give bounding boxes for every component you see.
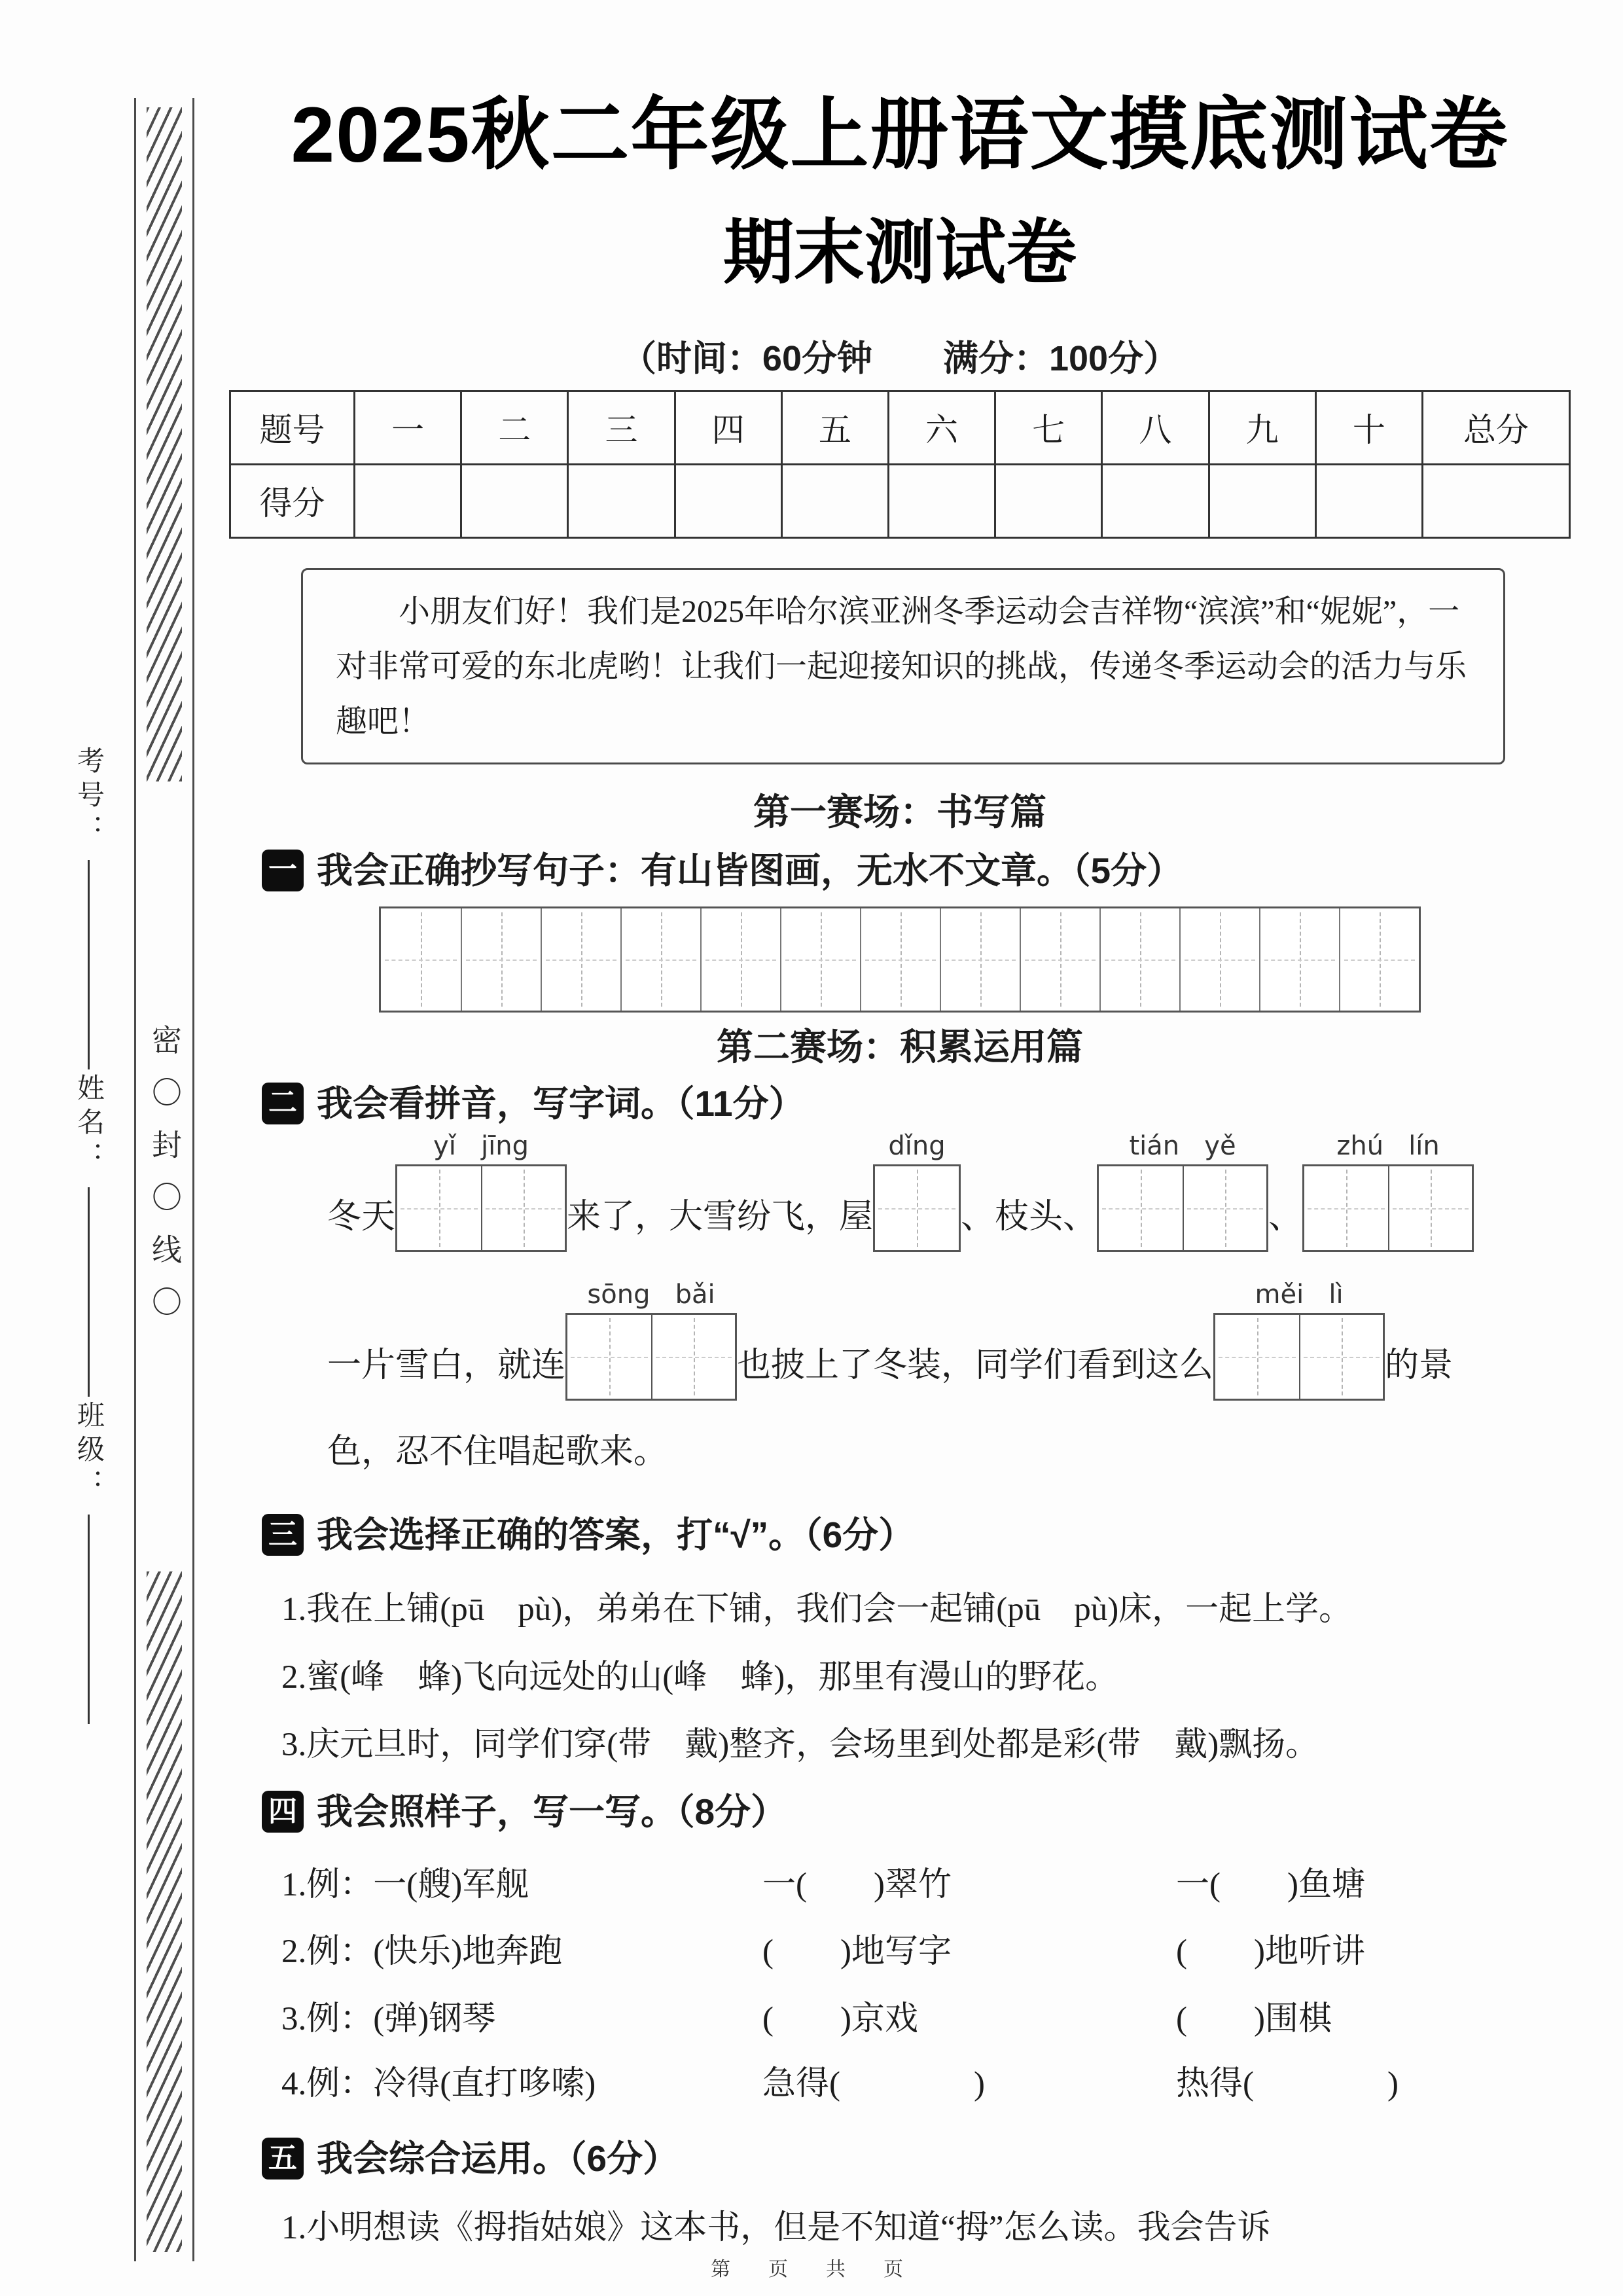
score-col-header: 二 (461, 391, 568, 464)
writing-cell (461, 908, 541, 1011)
write-box (565, 1313, 737, 1401)
writing-cell (381, 908, 461, 1011)
exam-number-field (63, 746, 114, 1069)
question-3-item-1: 1.我在上铺(pū pù)，弟弟在下铺，我们会一起铺(pū pù)床，一起上学。 (281, 1591, 1353, 1628)
seal-hatch-bottom (147, 1571, 182, 2252)
question-3-number-badge: 三 (262, 1514, 304, 1556)
score-cell (1102, 464, 1209, 537)
exam-meta: （时间：60分钟 满分：100分） (620, 338, 1179, 378)
score-cell (1423, 464, 1570, 537)
pinyin-label: zhú lín (1336, 1130, 1440, 1161)
line-text: 来了，大雪纷飞，屋 (567, 1198, 874, 1236)
question-5-number-badge: 五 (262, 2138, 304, 2179)
example-text: 4.例：冷得(直打哆嗦) (281, 2065, 596, 2102)
write-cell (875, 1166, 959, 1250)
writing-cell (700, 908, 780, 1011)
question-4-number-badge: 四 (262, 1791, 304, 1833)
write-cell (1299, 1315, 1383, 1399)
question-4-title-text: 我会照样子，写一写。（8分） (317, 1791, 787, 1833)
writing-cell (1179, 908, 1259, 1011)
line-text: 、枝头、 (961, 1198, 1097, 1236)
question-1-title (229, 849, 1571, 892)
question-4-title (229, 1790, 1571, 1833)
blank-text: 急得( ) (762, 2065, 985, 2102)
question-4-row-4 (229, 2062, 1571, 2106)
score-col-header: 三 (568, 391, 675, 464)
question-4-row-1 (229, 1863, 1571, 1907)
question-2-title-text: 我会看拼音，写字词。（11分） (317, 1083, 805, 1124)
score-cell (461, 464, 568, 537)
greeting-box: 小朋友们好！我们是2025年哈尔滨亚洲冬季运动会吉祥物“滨滨”和“妮妮”，一对非常可爱的东北虎哟！让我们一起迎接知识的挑战，传递冬季运动会的活力与乐趣吧！ (301, 568, 1505, 764)
write-box (1213, 1313, 1385, 1401)
write-box (1302, 1164, 1474, 1252)
blank-text: ( )地听讲 (1176, 1933, 1365, 1971)
score-cell (1209, 464, 1315, 537)
pinyin-line-3: 色，忍不住唱起歌来。 (327, 1433, 668, 1471)
score-table-row1-label: 题号 (230, 391, 355, 464)
write-cell (481, 1166, 565, 1250)
question-3-title-text: 我会选择正确的答案，打“√”。（6分） (317, 1515, 915, 1556)
writing-cell (1259, 908, 1339, 1011)
seal-line (136, 789, 192, 1574)
write-box (395, 1164, 567, 1252)
score-col-header: 一 (355, 391, 461, 464)
writing-grid (379, 906, 1421, 1013)
question-3-title (229, 1513, 1571, 1556)
question-5-title-text: 我会综合运用。（6分） (317, 2138, 679, 2179)
write-cell (397, 1166, 481, 1250)
question-2-title (229, 1082, 1571, 1125)
score-col-header: 五 (781, 391, 888, 464)
blank-text: ( )地写字 (762, 1933, 952, 1971)
score-cell (1315, 464, 1422, 537)
blank-text: ( )围棋 (1176, 2000, 1332, 2037)
pinyin-box-meili (1213, 1279, 1385, 1401)
question-1-number-badge: 一 (262, 850, 304, 891)
seal-hatch-top (147, 107, 182, 781)
pinyin-line-1 (229, 1130, 1571, 1252)
pinyin-label: dǐng (888, 1130, 946, 1161)
question-5-title (229, 2137, 1571, 2180)
exam-number-label: 考号： (73, 746, 103, 848)
student-name-field (63, 1073, 114, 1397)
score-col-header: 总分 (1423, 391, 1570, 464)
question-3-item-2: 2.蜜(峰 蜂)飞向远处的山(峰 蜂)，那里有漫山的野花。 (281, 1659, 1119, 1696)
class-line (88, 1515, 90, 1724)
write-cell (1183, 1166, 1266, 1250)
class-label: 班级： (73, 1401, 103, 1503)
score-table (229, 390, 1571, 539)
write-cell (651, 1315, 735, 1399)
section-2-heading: 第二赛场：积累运用篇 (717, 1026, 1083, 1067)
example-text: 1.例：一(艘)军舰 (281, 1867, 529, 1904)
score-table-row2-label: 得分 (230, 464, 355, 537)
score-col-header: 四 (675, 391, 781, 464)
pinyin-box-ding (873, 1130, 961, 1252)
question-4-row-2 (229, 1930, 1571, 1973)
question-1-title-text: 我会正确抄写句子：有山皆图画，无水不文章。（5分） (317, 850, 1183, 891)
score-cell (888, 464, 995, 537)
line-text: 一片雪白，就连 (327, 1346, 566, 1384)
writing-cell (780, 908, 860, 1011)
pinyin-box-yijing (395, 1130, 567, 1252)
pinyin-box-tianye (1097, 1130, 1268, 1252)
score-cell (675, 464, 781, 537)
write-cell (1099, 1166, 1183, 1250)
write-cell (1215, 1315, 1299, 1399)
page-title: 2025秋二年级上册语文摸底测试卷 (291, 91, 1509, 179)
line-text: 、 (1268, 1198, 1303, 1236)
exam-number-line (88, 860, 90, 1069)
question-4-row-3 (229, 1998, 1571, 2041)
pinyin-line-2 (229, 1279, 1571, 1401)
score-cell (355, 464, 461, 537)
blank-text: 一( )鱼塘 (1176, 1867, 1365, 1904)
seal-line-text: 密〇封〇线〇 (148, 1024, 181, 1338)
line-text: 的景 (1385, 1346, 1454, 1384)
question-2-number-badge: 二 (262, 1083, 304, 1124)
write-box (1097, 1164, 1268, 1252)
blank-text: 热得( ) (1176, 2065, 1399, 2102)
score-col-header: 七 (995, 391, 1102, 464)
score-cell (568, 464, 675, 537)
pinyin-label: yǐ jīng (433, 1130, 529, 1161)
score-col-header: 九 (1209, 391, 1315, 464)
pinyin-box-zhulin (1302, 1130, 1474, 1252)
exam-paper (229, 92, 1571, 2250)
line-text: 冬天 (327, 1198, 396, 1236)
write-box (873, 1164, 961, 1252)
writing-cell (620, 908, 700, 1011)
question-5-item-1: 1.小明想读《拇指姑娘》这本书，但是不知道“拇”怎么读。我会告诉 (281, 2210, 1271, 2247)
writing-cell (1020, 908, 1099, 1011)
line-text: 也披上了冬装，同学们看到这么 (737, 1346, 1214, 1384)
writing-cell (1099, 908, 1179, 1011)
write-cell (567, 1315, 651, 1399)
class-field (63, 1401, 114, 1724)
student-name-line (88, 1187, 90, 1397)
score-col-header: 六 (888, 391, 995, 464)
writing-cell (1339, 908, 1419, 1011)
score-col-header: 十 (1315, 391, 1422, 464)
section-1-heading: 第一赛场：书写篇 (753, 791, 1046, 833)
page-footer: 第 页 共 页 (711, 2259, 912, 2280)
score-cell (781, 464, 888, 537)
pinyin-label: tián yě (1129, 1130, 1236, 1161)
write-cell (1304, 1166, 1388, 1250)
writing-cell (860, 908, 940, 1011)
score-col-header: 八 (1102, 391, 1209, 464)
pinyin-label: měi lì (1255, 1279, 1344, 1310)
pinyin-label: sōng bǎi (587, 1279, 715, 1310)
example-text: 2.例：(快乐)地奔跑 (281, 1933, 563, 1971)
copy-sentence-area (229, 906, 1571, 1013)
write-cell (1388, 1166, 1472, 1250)
page-subtitle: 期末测试卷 (722, 213, 1077, 292)
writing-cell (541, 908, 620, 1011)
blank-text: ( )京戏 (762, 2000, 918, 2037)
blank-text: 一( )翠竹 (762, 1867, 952, 1904)
example-text: 3.例：(弹)钢琴 (281, 2000, 496, 2037)
seal-strip (134, 98, 194, 2261)
student-name-label: 姓名： (73, 1073, 103, 1175)
writing-cell (940, 908, 1020, 1011)
question-3-item-3: 3.庆元旦时，同学们穿(带 戴)整齐，会场里到处都是彩(带 戴)飘扬。 (281, 1726, 1319, 1763)
pinyin-box-songbai (565, 1279, 737, 1401)
score-cell (995, 464, 1102, 537)
